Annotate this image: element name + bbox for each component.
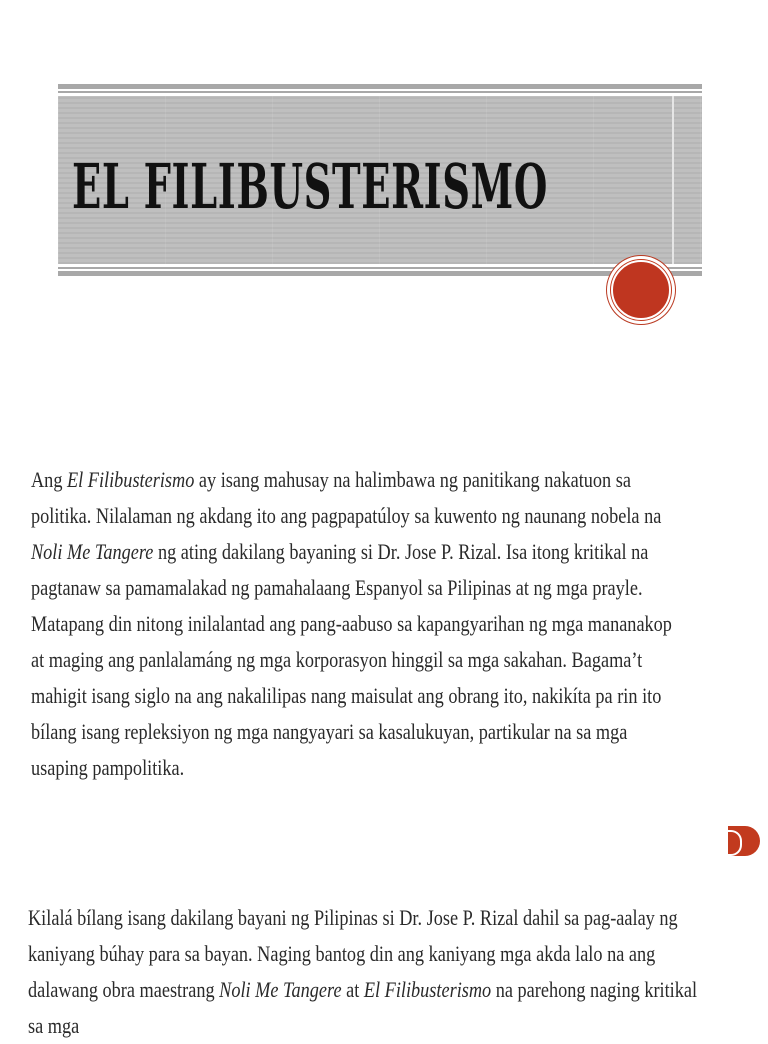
next-slide-marker-icon[interactable]: [728, 826, 760, 856]
title-rule-bottom: [58, 271, 702, 276]
title-rule-top: [58, 84, 702, 89]
title-band: [58, 84, 702, 276]
paragraph-1-text-3: ng ating dakilang bayaning si Dr. Jose P. Rizal. Isa itong kritikal na pagtanaw sa pamamalakad ng pamahalaang Espanyol sa Pilipinas at ng mga prayle. Matapang din nitong inilalantad ang pang-aabuso sa kapangyarihan ng mga mananakop at maging ang panlalamáng ng mga korporasyon hinggil sa mga sakahan. Bagama’t mahigit isang siglo na ang nakalilipas nang maisulat ang obrang ito, nakikíta pa rin ito bílang isang repleksiyon ng mga nangyayari sa kasalukuyan, partikular na sa mga usaping pampolitika.: [31, 539, 672, 780]
paragraph-2-text-2: at: [341, 977, 364, 1002]
slide-title: EL FILIBUSTERISMO: [72, 150, 548, 223]
paragraph-1-italic-2: Noli Me Tangere: [31, 539, 154, 564]
paragraph-2-italic-1: Noli Me Tangere: [219, 977, 342, 1002]
paragraph-1-italic-1: El Filibusterismo: [67, 467, 195, 492]
paragraph-2-text-3: na parehong naging kritikal sa mga: [28, 977, 698, 1038]
paragraph-2-italic-2: El Filibusterismo: [363, 977, 492, 1002]
paragraph-1-text-1: Ang: [31, 467, 68, 492]
paragraph-2-text-1: Kilalá bílang isang dakilang bayani ng Pilipinas si Dr. Jose P. Rizal dahil sa pag-aalay ng kaniyang búhay para sa bayan. Naging bantog din ang kaniyang mga akda lalo na ang dalawang obra maestrang: [28, 905, 678, 1002]
title-rule-bottom-thin: [58, 267, 702, 269]
title-panel-divider: [672, 96, 674, 264]
title-panel: [58, 96, 702, 264]
decorative-circle-icon: [607, 256, 675, 324]
body-paragraph-1: [31, 462, 687, 786]
paragraph-1-text-2: ay isang mahusay na halimbawa ng panitikang nakatuon sa politika. Nilalaman ng akdang ito ang pagpapatúloy sa kuwento ng naunang nobela na: [31, 467, 662, 528]
title-rule-top-thin: [58, 91, 702, 93]
body-paragraph-2: [28, 900, 709, 1044]
